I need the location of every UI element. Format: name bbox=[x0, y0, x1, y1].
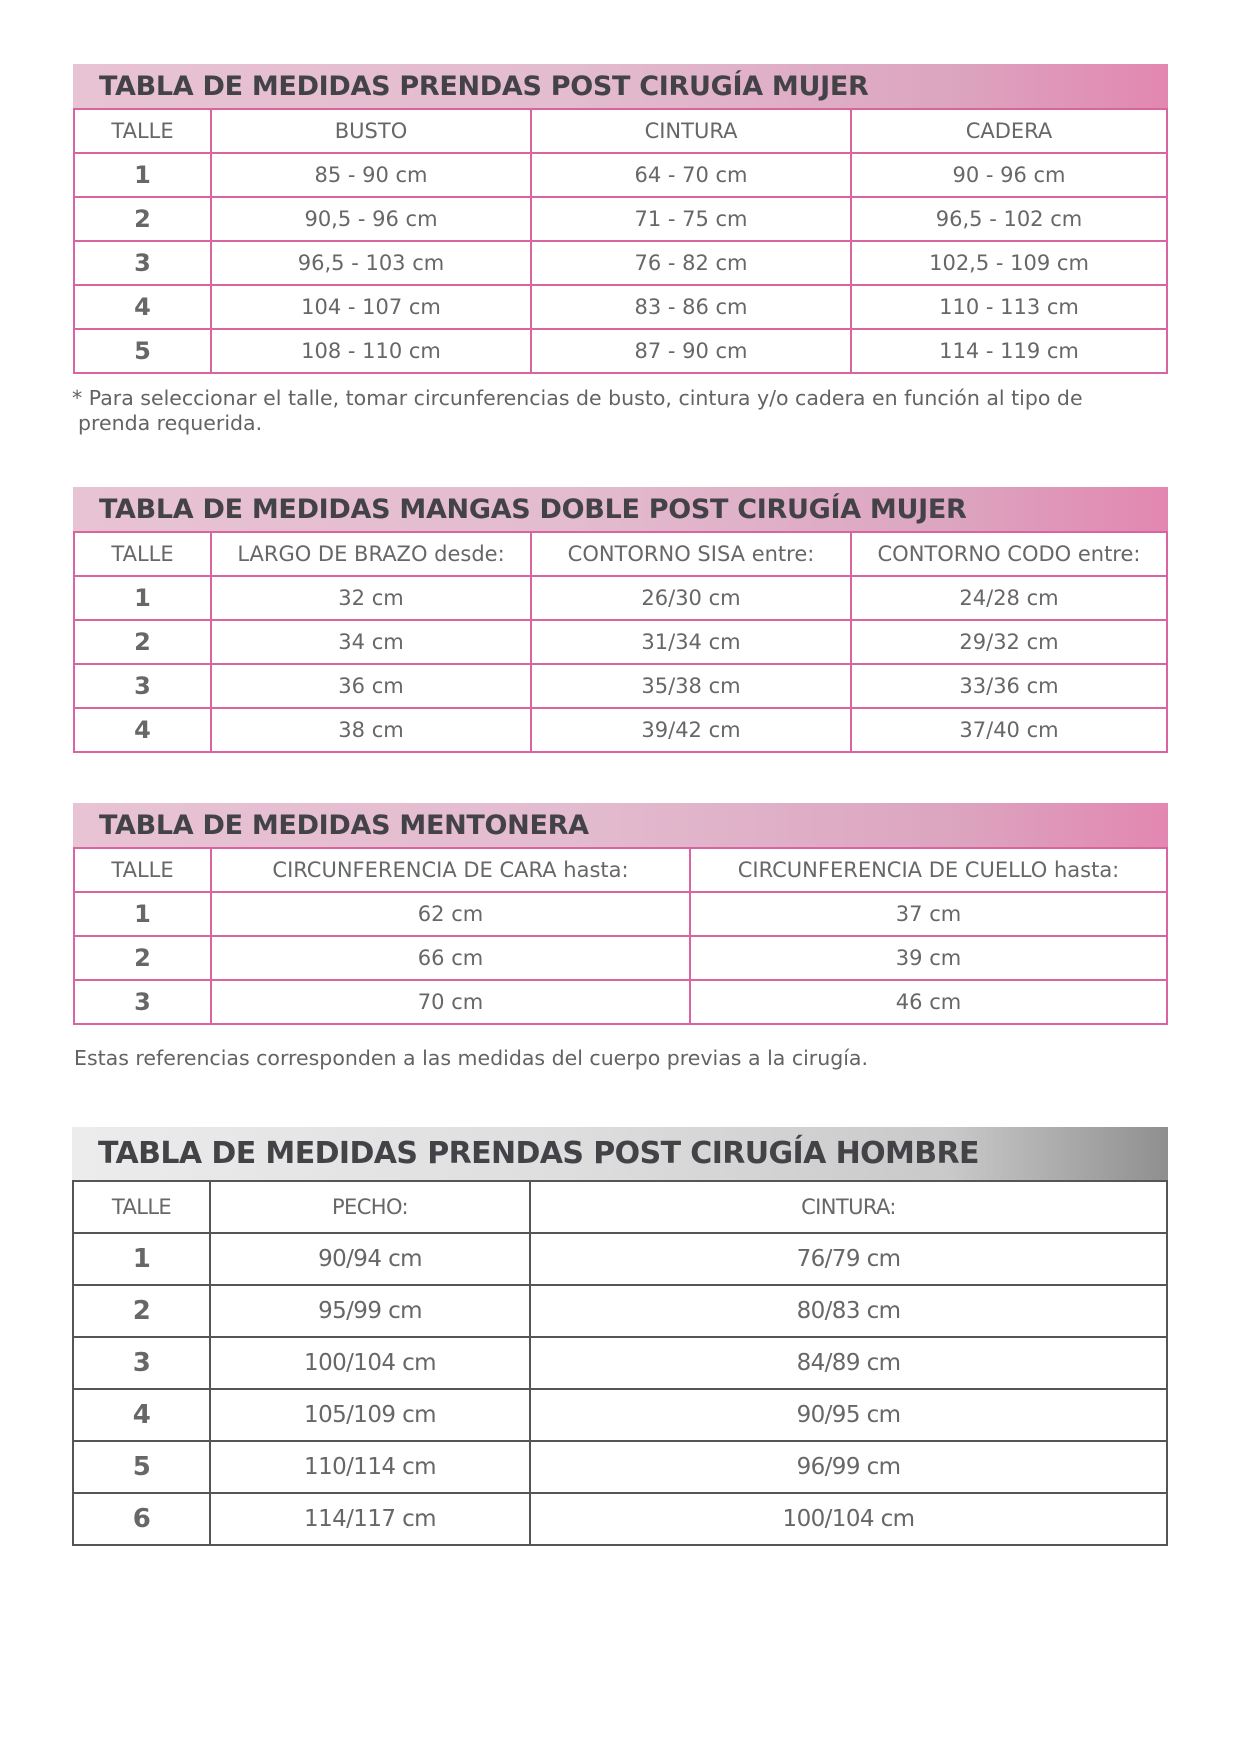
measurement-cell: 39/42 cm bbox=[531, 708, 851, 752]
column-header: TALLE bbox=[73, 1181, 210, 1233]
measurement-cell: 95/99 cm bbox=[210, 1285, 530, 1337]
measurement-cell: 87 - 90 cm bbox=[531, 329, 851, 373]
measurement-cell: 83 - 86 cm bbox=[531, 285, 851, 329]
chin-strap-footnote: Estas referencias corresponden a las medidas del cuerpo previas a la cirugía. bbox=[74, 1046, 869, 1070]
men-garments-size-table bbox=[72, 1127, 1168, 1546]
measurement-cell: 110/114 cm bbox=[210, 1441, 530, 1493]
column-header: TALLE bbox=[74, 848, 211, 892]
table-row bbox=[73, 1337, 1167, 1389]
table-row bbox=[73, 1493, 1167, 1545]
measurement-cell: 31/34 cm bbox=[531, 620, 851, 664]
measurement-cell: 104 - 107 cm bbox=[211, 285, 531, 329]
column-header: CONTORNO CODO entre: bbox=[851, 532, 1167, 576]
size-cell: 2 bbox=[73, 1285, 210, 1337]
size-cell: 3 bbox=[74, 241, 211, 285]
table-row bbox=[74, 197, 1167, 241]
measurement-cell: 46 cm bbox=[690, 980, 1167, 1024]
measurement-cell: 66 cm bbox=[211, 936, 690, 980]
measurement-cell: 90,5 - 96 cm bbox=[211, 197, 531, 241]
measurement-cell: 100/104 cm bbox=[530, 1493, 1167, 1545]
size-cell: 2 bbox=[74, 197, 211, 241]
men-garments-table bbox=[72, 1180, 1168, 1546]
column-header: BUSTO bbox=[211, 109, 531, 153]
women-garments-table-title: TABLA DE MEDIDAS PRENDAS POST CIRUGÍA MUJER bbox=[73, 64, 1168, 108]
table-row bbox=[73, 1389, 1167, 1441]
measurement-cell: 33/36 cm bbox=[851, 664, 1167, 708]
table-row bbox=[74, 980, 1167, 1024]
size-cell: 4 bbox=[73, 1389, 210, 1441]
measurement-cell: 70 cm bbox=[211, 980, 690, 1024]
size-cell: 1 bbox=[74, 576, 211, 620]
measurement-cell: 96,5 - 102 cm bbox=[851, 197, 1167, 241]
measurement-cell: 114 - 119 cm bbox=[851, 329, 1167, 373]
measurement-cell: 62 cm bbox=[211, 892, 690, 936]
column-header: CADERA bbox=[851, 109, 1167, 153]
measurement-cell: 76 - 82 cm bbox=[531, 241, 851, 285]
measurement-cell: 108 - 110 cm bbox=[211, 329, 531, 373]
measurement-cell: 96/99 cm bbox=[530, 1441, 1167, 1493]
size-cell: 3 bbox=[74, 664, 211, 708]
measurement-cell: 26/30 cm bbox=[531, 576, 851, 620]
measurement-cell: 71 - 75 cm bbox=[531, 197, 851, 241]
size-cell: 2 bbox=[74, 620, 211, 664]
size-cell: 1 bbox=[73, 1233, 210, 1285]
table-row bbox=[74, 329, 1167, 373]
table-row bbox=[74, 285, 1167, 329]
column-header: PECHO: bbox=[210, 1181, 530, 1233]
measurement-cell: 34 cm bbox=[211, 620, 531, 664]
measurement-cell: 37 cm bbox=[690, 892, 1167, 936]
measurement-cell: 35/38 cm bbox=[531, 664, 851, 708]
column-header: CONTORNO SISA entre: bbox=[531, 532, 851, 576]
table-row bbox=[74, 708, 1167, 752]
measurement-cell: 37/40 cm bbox=[851, 708, 1167, 752]
table-row bbox=[73, 1233, 1167, 1285]
size-cell: 5 bbox=[74, 329, 211, 373]
table-row bbox=[74, 664, 1167, 708]
measurement-cell: 76/79 cm bbox=[530, 1233, 1167, 1285]
measurement-cell: 64 - 70 cm bbox=[531, 153, 851, 197]
table-row bbox=[74, 576, 1167, 620]
measurement-cell: 85 - 90 cm bbox=[211, 153, 531, 197]
measurement-cell: 84/89 cm bbox=[530, 1337, 1167, 1389]
table-row bbox=[74, 936, 1167, 980]
table-header-row bbox=[73, 1181, 1167, 1233]
women-garments-footnote bbox=[72, 386, 1083, 436]
column-header: TALLE bbox=[74, 109, 211, 153]
column-header: CIRCUNFERENCIA DE CUELLO hasta: bbox=[690, 848, 1167, 892]
women-garments-size-table bbox=[73, 64, 1168, 374]
women-sleeves-size-table bbox=[73, 487, 1168, 753]
size-cell: 2 bbox=[74, 936, 211, 980]
measurement-cell: 100/104 cm bbox=[210, 1337, 530, 1389]
size-cell: 3 bbox=[73, 1337, 210, 1389]
measurement-cell: 32 cm bbox=[211, 576, 531, 620]
table-row bbox=[74, 241, 1167, 285]
measurement-cell: 110 - 113 cm bbox=[851, 285, 1167, 329]
measurement-cell: 38 cm bbox=[211, 708, 531, 752]
measurement-cell: 114/117 cm bbox=[210, 1493, 530, 1545]
measurement-cell: 90/94 cm bbox=[210, 1233, 530, 1285]
measurement-cell: 96,5 - 103 cm bbox=[211, 241, 531, 285]
women-garments-table bbox=[73, 108, 1168, 374]
measurement-cell: 39 cm bbox=[690, 936, 1167, 980]
table-row bbox=[73, 1285, 1167, 1337]
women-sleeves-table bbox=[73, 531, 1168, 753]
column-header: LARGO DE BRAZO desde: bbox=[211, 532, 531, 576]
measurement-cell: 90 - 96 cm bbox=[851, 153, 1167, 197]
footnote-line-1: * Para seleccionar el talle, tomar circunferencias de busto, cintura y/o cadera en función al tipo de bbox=[72, 386, 1083, 410]
table-header-row bbox=[74, 848, 1167, 892]
size-cell: 4 bbox=[74, 708, 211, 752]
footnote-line-2: prenda requerida. bbox=[78, 411, 263, 435]
size-cell: 5 bbox=[73, 1441, 210, 1493]
table-header-row bbox=[74, 109, 1167, 153]
women-sleeves-table-title: TABLA DE MEDIDAS MANGAS DOBLE POST CIRUGÍA MUJER bbox=[73, 487, 1168, 531]
column-header: CINTURA bbox=[531, 109, 851, 153]
column-header: CIRCUNFERENCIA DE CARA hasta: bbox=[211, 848, 690, 892]
column-header: CINTURA: bbox=[530, 1181, 1167, 1233]
measurement-cell: 24/28 cm bbox=[851, 576, 1167, 620]
chin-strap-table-title: TABLA DE MEDIDAS MENTONERA bbox=[73, 803, 1168, 847]
measurement-cell: 29/32 cm bbox=[851, 620, 1167, 664]
measurement-cell: 80/83 cm bbox=[530, 1285, 1167, 1337]
measurement-cell: 36 cm bbox=[211, 664, 531, 708]
measurement-cell: 105/109 cm bbox=[210, 1389, 530, 1441]
table-row bbox=[74, 153, 1167, 197]
size-cell: 1 bbox=[74, 892, 211, 936]
size-cell: 3 bbox=[74, 980, 211, 1024]
measurement-cell: 90/95 cm bbox=[530, 1389, 1167, 1441]
men-garments-table-title: TABLA DE MEDIDAS PRENDAS POST CIRUGÍA HOMBRE bbox=[72, 1127, 1168, 1180]
table-header-row bbox=[74, 532, 1167, 576]
size-cell: 4 bbox=[74, 285, 211, 329]
size-cell: 1 bbox=[74, 153, 211, 197]
chin-strap-table bbox=[73, 847, 1168, 1025]
measurement-cell: 102,5 - 109 cm bbox=[851, 241, 1167, 285]
table-row bbox=[74, 620, 1167, 664]
size-cell: 6 bbox=[73, 1493, 210, 1545]
table-row bbox=[74, 892, 1167, 936]
table-row bbox=[73, 1441, 1167, 1493]
chin-strap-size-table bbox=[73, 803, 1168, 1025]
column-header: TALLE bbox=[74, 532, 211, 576]
